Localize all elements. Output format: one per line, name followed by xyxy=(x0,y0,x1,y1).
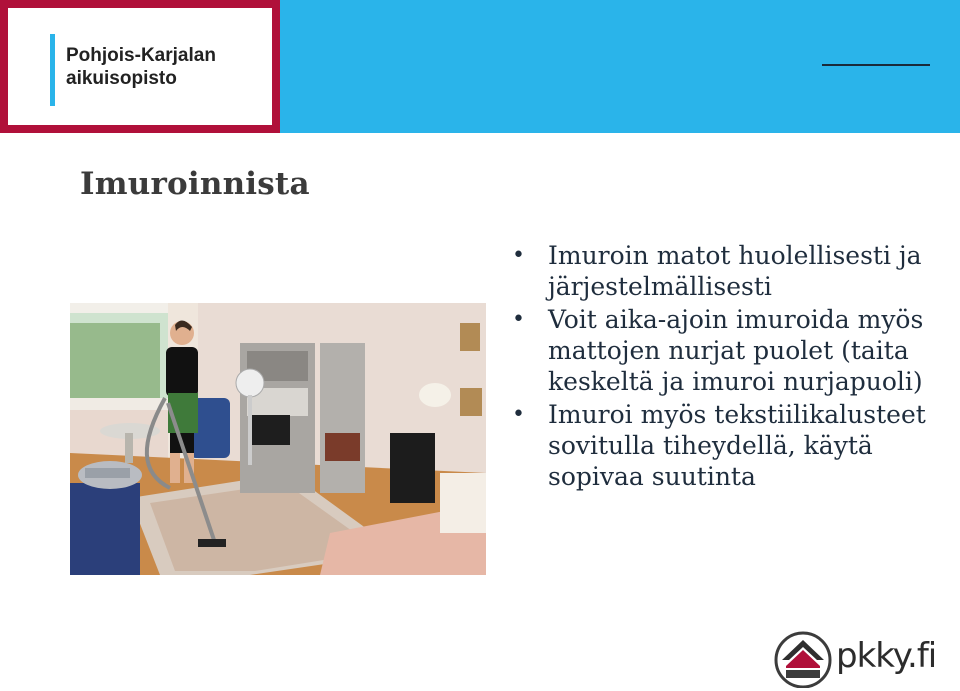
slide-title: Imuroinnista xyxy=(80,166,310,202)
logo-accent-bar xyxy=(50,34,55,106)
header-rule xyxy=(822,64,930,66)
pkky-house-logo-icon xyxy=(774,630,834,688)
organization-logo xyxy=(0,0,280,133)
logo-text xyxy=(66,44,216,90)
logo-line-1: Pohjois-Karjalan xyxy=(66,45,216,66)
bullet-item: • Voit aika-ajoin imuroida myös mattojen nurjat puolet (taita keskeltä ja imuroi nurjapuoli) xyxy=(512,304,952,397)
logo-line-2: aikuisopisto xyxy=(66,68,177,89)
bullet-list xyxy=(512,240,952,494)
pkky-brand-text: pkky.fi xyxy=(836,636,937,676)
bullet-item: • Imuroi myös tekstiilikalusteet sovitulla tiheydellä, käytä sopivaa suutinta xyxy=(512,399,952,492)
bullet-item: • Imuroin matot huolellisesti ja järjestelmällisesti xyxy=(512,240,952,302)
vacuuming-photo xyxy=(70,303,486,575)
logo-inner xyxy=(8,8,272,125)
